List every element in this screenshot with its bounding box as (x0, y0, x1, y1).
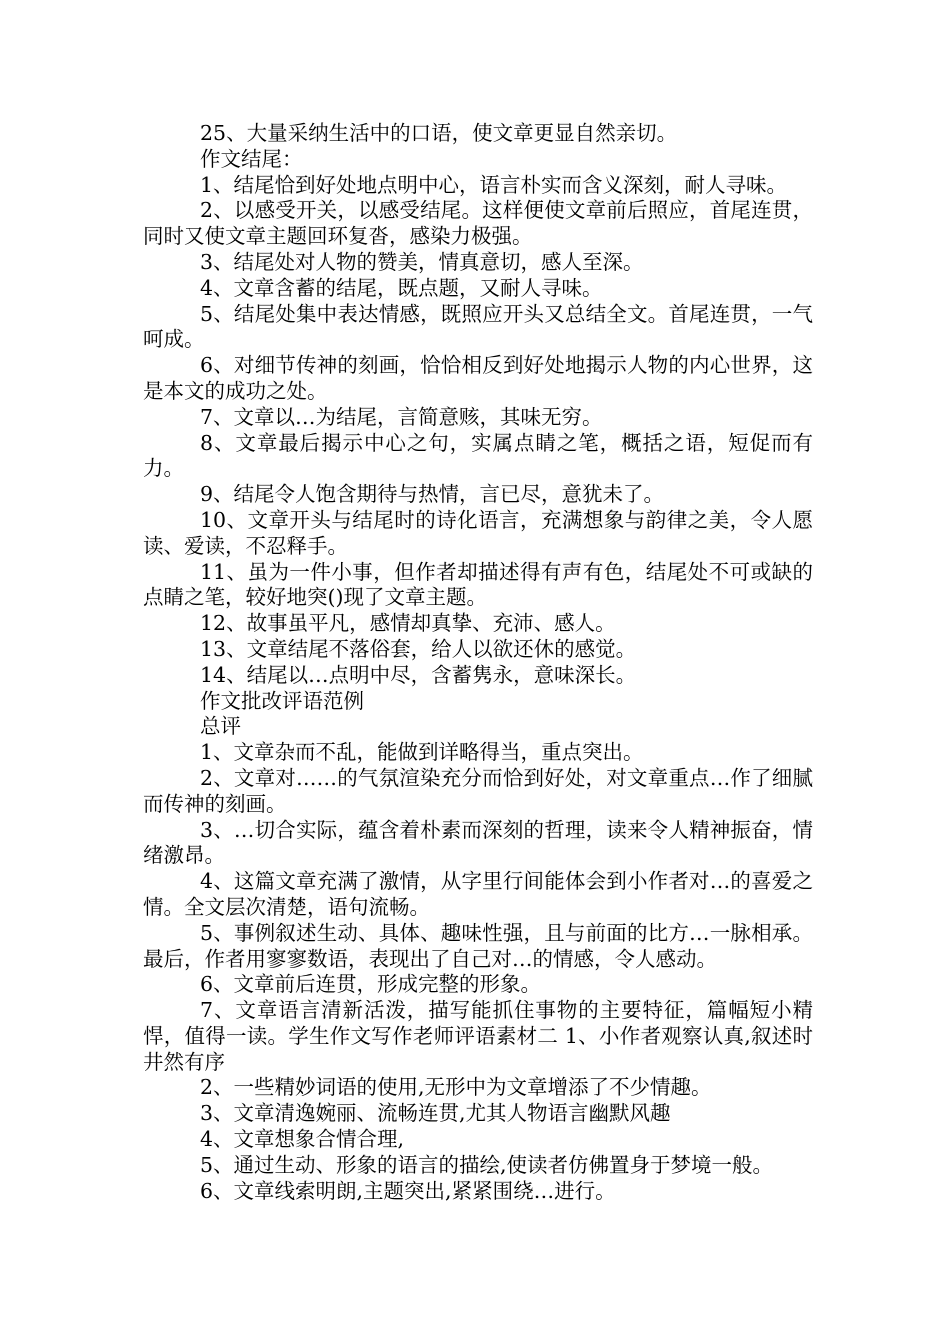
paragraph-item: 6、文章线索明朗,主题突出,紧紧围绕…进行。 (200, 1178, 616, 1203)
document-body (143, 121, 813, 1204)
paragraph-item: 3、结尾处对人物的赞美，情真意切，感人至深。 (200, 249, 644, 274)
paragraph-item: 3、…切合实际，蕴含着朴素而深刻的哲理，读来令人精神振奋，情绪激昂。 (143, 817, 813, 868)
paragraph-item: 3、文章清逸婉丽、流畅连贯,尤其人物语言幽默风趣 (200, 1101, 671, 1126)
paragraph-item: 8、文章最后揭示中心之句，实属点睛之笔，概括之语，短促而有力。 (143, 430, 813, 481)
paragraph-item: 1、结尾恰到好处地点明中心，语言朴实而含义深刻，耐人寻味。 (200, 172, 788, 197)
paragraph-item: 2、文章对……的气氛渲染充分而恰到好处，对文章重点…作了细腻而传神的刻画。 (143, 765, 813, 816)
paragraph-item: 10、文章开头与结尾时的诗化语言，充满想象与韵律之美，令人愿读、爱读，不忍释手。 (143, 507, 813, 558)
paragraph-item: 4、文章想象合情合理, (200, 1127, 405, 1152)
section-heading-examples: 作文批改评语范例 (200, 688, 364, 713)
paragraph-item: 12、故事虽平凡，感情却真挚、充沛、感人。 (200, 611, 616, 636)
paragraph-item: 1、文章杂而不乱，能做到详略得当，重点突出。 (200, 740, 644, 765)
paragraph-item: 2、以感受开关，以感受结尾。这样便使文章前后照应，首尾连贯，同时又使文章主题回环复沓，感染力极强。 (143, 198, 813, 249)
paragraph-item: 5、通过生动、形象的语言的描绘,使读者仿佛置身于梦境一般。 (200, 1152, 774, 1177)
paragraph-item: 2、一些精妙词语的使用,无形中为文章增添了不少情趣。 (200, 1075, 712, 1100)
paragraph-item: 14、结尾以…点明中尽，含蓄隽永，意味深长。 (200, 662, 637, 687)
paragraph-item: 9、结尾令人饱含期待与热情，言已尽，意犹未了。 (200, 482, 665, 507)
section-heading-overall: 总评 (200, 714, 241, 739)
paragraph-item: 7、文章以…为结尾，言简意赅，其味无穷。 (200, 404, 603, 429)
paragraph-item-25: 25、大量采纳生活中的口语，使文章更显自然亲切。 (200, 121, 678, 145)
paragraph-item: 6、对细节传神的刻画，恰恰相反到好处地揭示人物的内心世界，这是本文的成功之处。 (143, 353, 813, 403)
paragraph-item: 5、事例叙述生动、具体、趣味性强，且与前面的比方…一脉相承。最后，作者用寥寥数语，表现出了自己对…的情感，令人感动。 (143, 920, 813, 971)
paragraph-item: 11、虽为一件小事，但作者却描述得有声有色，结尾处不可或缺的点睛之笔，较好地突()现了文章主题。 (143, 559, 813, 610)
paragraph-item: 7、文章语言清新活泼，描写能抓住事物的主要特征，篇幅短小精悍，值得一读。学生作文写作老师评语素材二 1、小作者观察认真,叙述时井然有序 (143, 998, 813, 1074)
paragraph-item: 6、文章前后连贯，形成完整的形象。 (200, 972, 542, 997)
section-heading-ending: 作文结尾： (200, 146, 303, 171)
paragraph-item: 4、文章含蓄的结尾，既点题，又耐人寻味。 (200, 275, 603, 300)
paragraph-item: 13、文章结尾不落俗套，给人以欲还休的感觉。 (200, 636, 637, 661)
paragraph-item: 5、结尾处集中表达情感，既照应开头又总结全文。首尾连贯，一气呵成。 (143, 301, 813, 352)
paragraph-item: 4、这篇文章充满了激情，从字里行间能体会到小作者对…的喜爱之情。全文层次清楚，语句流畅。 (143, 869, 813, 919)
